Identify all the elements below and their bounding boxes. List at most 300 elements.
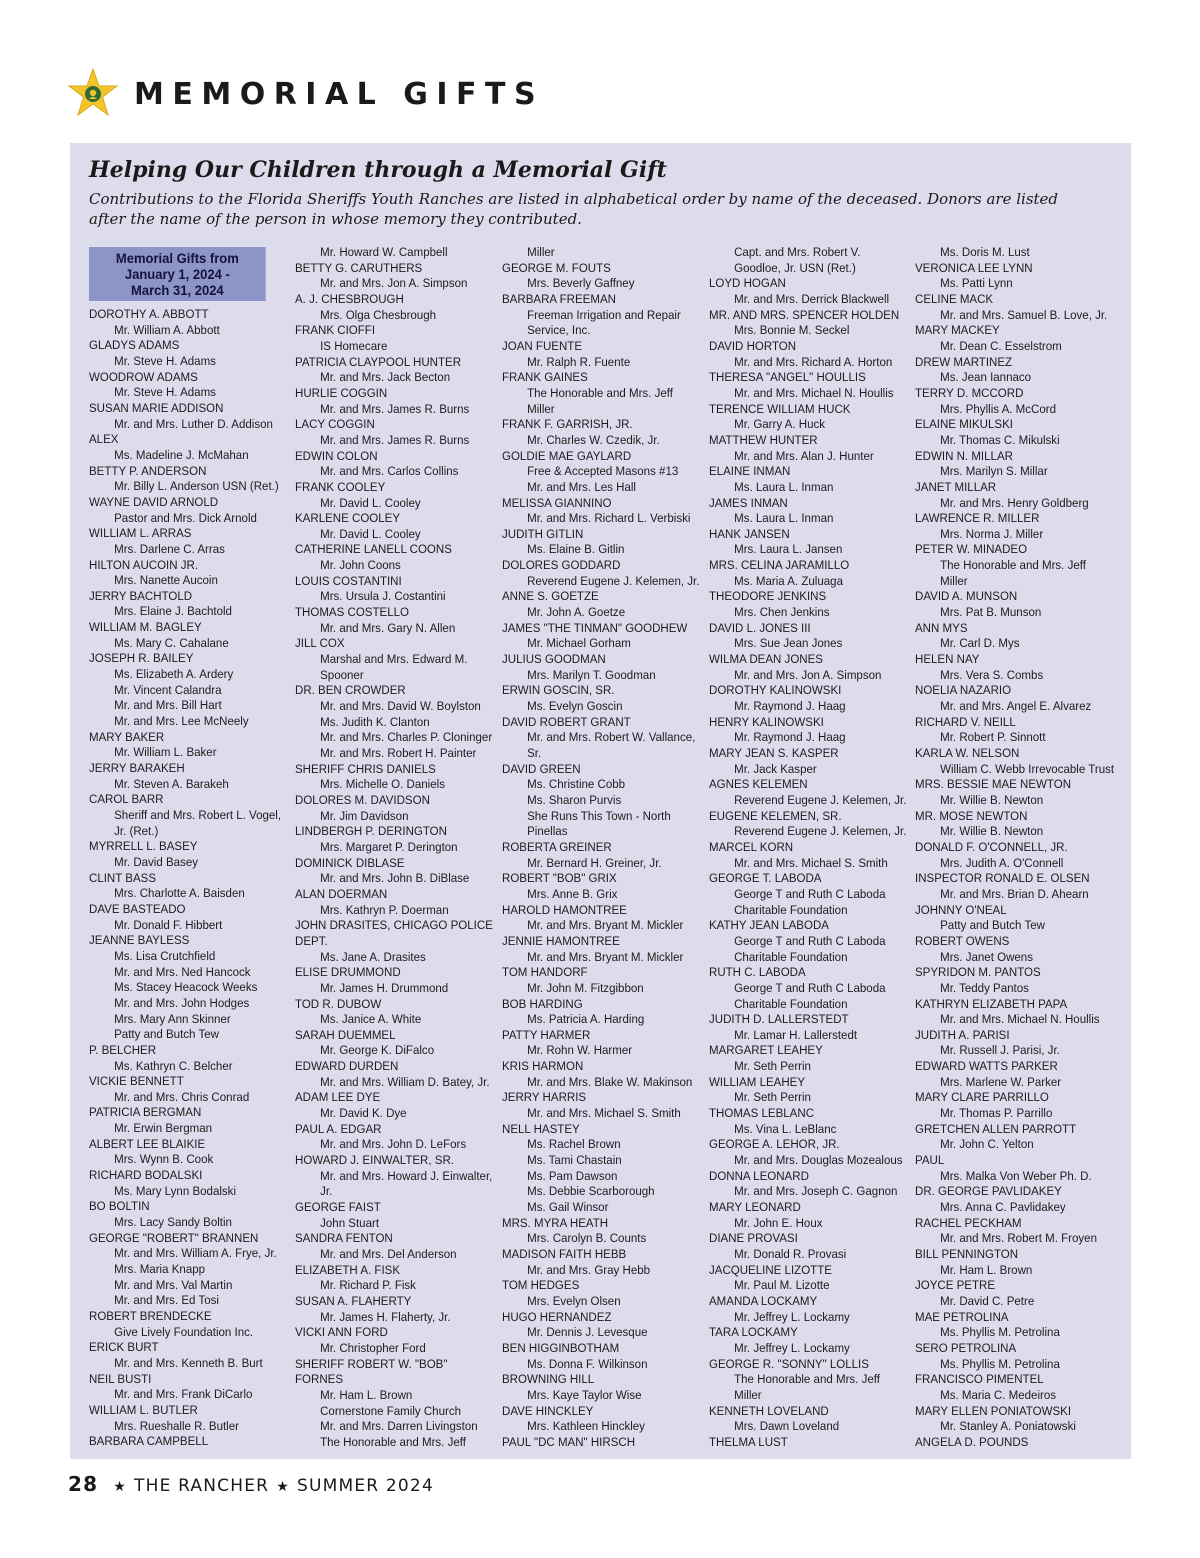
donor-name: Mrs. Anna C. Pavlidakey (940, 1200, 1066, 1215)
deceased-name: ELAINE INMAN (709, 464, 791, 479)
donor-name: Sr. (527, 746, 542, 760)
list-column-3 (502, 245, 700, 1451)
donor-name: Mr. John Coons (320, 558, 401, 573)
donor-name: Mr. and Mrs. William D. Batey, Jr. (320, 1074, 490, 1089)
deceased-name: CAROL BARR (89, 792, 164, 807)
deceased-name: GEORGE A. LEHOR, JR. (709, 1137, 840, 1152)
deceased-name: ANN MYS (915, 620, 968, 635)
donor-name: Miller (734, 1387, 762, 1402)
deceased-name: DAVID L. JONES III (709, 620, 811, 635)
deceased-name: ROBERT OWENS (915, 933, 1010, 948)
donor-name: Mr. William L. Baker (114, 745, 217, 760)
donor-name: Mr. and Mrs. John Hodges (114, 995, 250, 1010)
deceased-name: HOWARD J. EINWALTER, SR. (295, 1153, 454, 1168)
deceased-name: DAVID GREEN (502, 761, 581, 776)
donor-name: Ms. Patti Lynn (940, 276, 1013, 291)
donor-name: Ms. Maria A. Zuluaga (734, 573, 843, 588)
donor-name: Mrs. Charlotte A. Baisden (114, 886, 245, 901)
donor-name: Mrs. Olga Chesbrough (320, 307, 437, 322)
donor-name: Ms. Sharon Purvis (527, 792, 622, 807)
deceased-name: NELL HASTEY (502, 1121, 580, 1136)
donor-name: Mrs. Norma J. Miller (940, 526, 1044, 541)
deceased-name: RACHEL PECKHAM (915, 1215, 1022, 1230)
donor-name: Mr. and Mrs. Richard L. Verbiski (527, 511, 691, 526)
donor-name: Mr. and Mrs. Gary N. Allen (320, 620, 456, 635)
donor-name: Ms. Laura L. Inman (734, 479, 834, 494)
donor-name: Mrs. Rueshalle R. Butler (114, 1418, 239, 1433)
donor-name: Mr. and Mrs. Robert W. Vallance, (527, 730, 696, 745)
deceased-name: BARBARA FREEMAN (502, 291, 616, 306)
donor-name: Mr. and Mrs. Henry Goldberg (940, 495, 1089, 510)
donor-name: Mrs. Malka Von Weber Ph. D. (940, 1168, 1092, 1183)
deceased-name: SUSAN A. FLAHERTY (295, 1293, 412, 1308)
deceased-name: HUGO HERNANDEZ (502, 1309, 612, 1324)
deceased-name: ELISE DRUMMOND (295, 965, 401, 980)
deceased-name: MRS. BESSIE MAE NEWTON (915, 777, 1072, 792)
page-number: 28 (68, 1472, 99, 1496)
donor-name: Mrs. Mary Ann Skinner (114, 1011, 231, 1026)
deceased-name: WAYNE DAVID ARNOLD (89, 494, 219, 509)
donor-name: Mr. and Mrs. Luther D. Addison (114, 416, 273, 431)
deceased-name: TOM HANDORF (502, 965, 588, 980)
deceased-name: JERRY BACHTOLD (89, 588, 193, 603)
donor-name: Mr. Steven A. Barakeh (114, 776, 229, 791)
deceased-name: MRS. CELINA JARAMILLO (709, 558, 850, 573)
deceased-name: TERENCE WILLIAM HUCK (709, 401, 851, 416)
donor-name: Patty and Butch Tew (114, 1027, 219, 1042)
donor-name: Mrs. Kathryn P. Doerman (320, 902, 449, 917)
donor-name: Mr. and Mrs. Michael S. Smith (527, 1106, 681, 1121)
deceased-name: BETTY G. CARUTHERS (295, 260, 423, 275)
donor-name: Charitable Foundation (734, 902, 848, 917)
donor-name: Pastor and Mrs. Dick Arnold (114, 510, 257, 525)
deceased-name: PAUL (915, 1153, 945, 1168)
deceased-name: KARLA W. NELSON (915, 746, 1020, 760)
donor-name: Ms. Pam Dawson (527, 1168, 618, 1183)
list-column-2 (295, 245, 493, 1451)
donor-name: Mrs. Judith A. O'Connell (940, 855, 1064, 870)
deceased-name: JOSEPH R. BAILEY (89, 651, 194, 666)
deceased-name: ANNE S. GOETZE (502, 589, 599, 604)
deceased-name: BILL PENNINGTON (915, 1247, 1019, 1261)
donor-name: Mr. David L. Cooley (320, 495, 421, 510)
deceased-name: GEORGE FAIST (295, 1200, 381, 1215)
donor-name: Charitable Foundation (734, 996, 848, 1011)
deceased-name: ERICK BURT (89, 1340, 159, 1355)
deceased-name: AGNES KELEMEN (709, 777, 808, 792)
deceased-name: WILLIAM L. BUTLER (89, 1402, 198, 1417)
donor-name: Ms. Tami Chastain (527, 1153, 622, 1168)
deceased-name: ADAM LEE DYE (295, 1090, 381, 1105)
deceased-name: EDWARD WATTS PARKER (915, 1059, 1058, 1074)
deceased-name: DAVID HORTON (709, 338, 797, 353)
donor-name: Mr. Jeffrey L. Lockamy (734, 1309, 850, 1324)
deceased-name: FRANCISCO PIMENTEL (915, 1372, 1044, 1387)
donor-name: Ms. Laura L. Inman (734, 511, 834, 526)
donor-name: Mr. Donald R. Provasi (734, 1247, 847, 1261)
date-box-line: Memorial Gifts from (115, 250, 239, 266)
deceased-name: DAVE BASTEADO (89, 901, 186, 916)
deceased-name: MR. MOSE NEWTON (915, 808, 1028, 823)
deceased-name: FRANK COOLEY (295, 479, 386, 494)
donor-name: Patty and Butch Tew (940, 918, 1045, 933)
deceased-name: THERESA "ANGEL" HOULLIS (709, 370, 866, 385)
donor-name: Mr. Bernard H. Greiner, Jr. (527, 855, 662, 870)
donor-name: George T and Ruth C Laboda (734, 980, 886, 995)
donor-name: Mr. James H. Drummond (320, 980, 449, 995)
donor-name: She Runs This Town - North (527, 808, 671, 823)
donor-name: Ms. Jean Iannaco (940, 370, 1032, 385)
deceased-name: MAE PETROLINA (915, 1309, 1009, 1324)
deceased-name: DOLORES GODDARD (502, 558, 621, 573)
donor-name: Ms. Evelyn Goscin (527, 699, 623, 714)
deceased-name: ERWIN GOSCIN, SR. (502, 683, 615, 698)
donor-name: Mr. and Mrs. Brian D. Ahearn (940, 886, 1089, 901)
donor-name: Mrs. Laura L. Jansen (734, 542, 843, 557)
donor-name: Miller (527, 401, 555, 416)
donor-name: Mr. and Mrs. Michael N. Houllis (940, 1012, 1100, 1027)
deceased-name: RICHARD BODALSKI (89, 1168, 203, 1183)
donor-name: Mr. and Mrs. Bryant M. Mickler (527, 918, 684, 933)
donor-name: Mr. and Mrs. James R. Burns (320, 432, 470, 447)
donor-name: Mr. and Mrs. Les Hall (527, 479, 636, 494)
deceased-name: JANET MILLAR (915, 479, 997, 494)
donor-name: Ms. Christine Cobb (527, 777, 626, 792)
donor-name: Sheriff and Mrs. Robert L. Vogel, (114, 808, 282, 822)
deceased-name: DOMINICK DIBLASE (295, 855, 405, 870)
donor-name: Mrs. Bonnie M. Seckel (734, 323, 850, 338)
deceased-name: GEORGE M. FOUTS (502, 260, 611, 275)
deceased-name: SANDRA FENTON (295, 1231, 393, 1246)
donor-name: Mr. and Mrs. Blake W. Makinson (527, 1074, 693, 1089)
deceased-name: JULIUS GOODMAN (502, 652, 606, 667)
donor-name: Mr. and Mrs. Chris Conrad (114, 1089, 250, 1104)
donor-name: Mr. and Mrs. William A. Frye, Jr. (114, 1246, 277, 1261)
deceased-name: JEANNE BAYLESS (89, 933, 190, 948)
deceased-name: LINDBERGH P. DERINGTON (295, 824, 447, 839)
deceased-name: LACY COGGIN (295, 417, 375, 432)
deceased-name: MARCEL KORN (709, 839, 794, 854)
deceased-name: EDWIN COLON (295, 448, 378, 463)
donor-name: Mrs. Elaine J. Bachtold (114, 604, 232, 619)
donor-name: Jr. (320, 1184, 333, 1199)
donor-name: Ms. Gail Winsor (527, 1200, 609, 1215)
donor-name: Mr. and Mrs. Ned Hancock (114, 964, 251, 979)
star-separator-icon: ★ (113, 1479, 127, 1495)
deceased-name: FORNES (295, 1372, 344, 1387)
donor-name: Mr. and Mrs. Joseph C. Gagnon (734, 1184, 898, 1199)
donor-name: Mrs. Marilyn S. Millar (940, 464, 1048, 479)
donor-name: George T and Ruth C Laboda (734, 886, 886, 901)
donor-name: Mrs. Phyllis A. McCord (940, 401, 1057, 416)
deceased-name: ALEX (89, 432, 119, 447)
donor-name: Mr. Charles W. Czedik, Jr. (527, 432, 660, 447)
deceased-name: BROWNING HILL (502, 1372, 595, 1387)
deceased-name: JUDITH D. LALLERSTEDT (709, 1012, 849, 1027)
deceased-name: NEIL BUSTI (89, 1371, 152, 1386)
deceased-name: LAWRENCE R. MILLER (915, 511, 1040, 526)
deceased-name: CLINT BASS (89, 870, 157, 885)
deceased-name: AMANDA LOCKAMY (709, 1293, 818, 1308)
deceased-name: MARY JEAN S. KASPER (709, 746, 839, 760)
donor-name: Mr. Steve H. Adams (114, 385, 216, 400)
deceased-name: HELEN NAY (915, 652, 980, 667)
donor-name: Mr. and Mrs. Alan J. Hunter (734, 448, 874, 463)
deceased-name: WILLIAM LEAHEY (709, 1074, 806, 1089)
donor-name: Mr. James H. Flaherty, Jr. (320, 1309, 451, 1324)
deceased-name: HILTON AUCOIN JR. (89, 557, 199, 572)
donor-name: Ms. Maria C. Medeiros (940, 1387, 1057, 1402)
donor-name: Mrs. Pat B. Munson (940, 605, 1042, 620)
donor-name: Mr. and Mrs. Del Anderson (320, 1247, 457, 1261)
donor-name: Mr. Ham L. Brown (940, 1262, 1033, 1277)
deceased-name: MARY MACKEY (915, 323, 1000, 338)
donor-name: Mr. and Mrs. Darren Livingston (320, 1419, 478, 1434)
donor-name: IS Homecare (320, 338, 388, 353)
donor-name: Mr. and Mrs. Douglas Mozealous (734, 1153, 903, 1168)
deceased-name: RICHARD V. NEILL (915, 714, 1016, 729)
deceased-name: JUDITH GITLIN (502, 526, 584, 541)
deceased-name: THEODORE JENKINS (709, 589, 827, 604)
donor-name: Cornerstone Family Church (320, 1403, 462, 1418)
donor-name: Mr. Dean C. Esselstrom (940, 338, 1062, 353)
donor-name: Mr. and Mrs. John B. DiBlase (320, 871, 470, 886)
donor-name: The Honorable and Mrs. Jeff (734, 1372, 880, 1387)
deceased-name: ROBERT "BOB" GRIX (502, 871, 617, 886)
donor-name: Mr. Jeffrey L. Lockamy (734, 1340, 850, 1355)
donor-name: Mr. and Mrs. Jon A. Simpson (734, 667, 882, 682)
deceased-name: DR. BEN CROWDER (295, 683, 406, 698)
deceased-name: PATTY HARMER (502, 1027, 591, 1042)
donor-name: Ms. Madeline J. McMahan (114, 447, 249, 462)
deceased-name: SPYRIDON M. PANTOS (915, 965, 1041, 980)
date-box-line: March 31, 2024 (131, 282, 224, 298)
donor-name: Mr. and Mrs. Howard J. Einwalter, (320, 1168, 493, 1183)
donor-name: Free & Accepted Masons #13 (527, 464, 679, 479)
donor-name: Pinellas (527, 824, 568, 839)
donor-name: Mrs. Marlene W. Parker (940, 1074, 1062, 1089)
deceased-name: JOHNNY O'NEAL (915, 902, 1007, 917)
donor-name: Mrs. Evelyn Olsen (527, 1293, 621, 1308)
donor-name: Ms. Patricia A. Harding (527, 1012, 645, 1027)
donor-name: Mr. and Mrs. Frank DiCarlo (114, 1387, 253, 1402)
deceased-name: FRANK GAINES (502, 370, 588, 385)
deceased-name: PATRICIA CLAYPOOL HUNTER (295, 354, 462, 369)
donor-name: Mr. and Mrs. Angel E. Alvarez (940, 699, 1092, 714)
deceased-name: SARAH DUEMMEL (295, 1027, 396, 1042)
deceased-name: LOUIS COSTANTINI (295, 573, 402, 588)
deceased-name: JACQUELINE LIZOTTE (709, 1262, 832, 1277)
donor-name: George T and Ruth C Laboda (734, 933, 886, 948)
donor-name: Ms. Elizabeth A. Ardery (114, 667, 234, 682)
deceased-name: DAVID ROBERT GRANT (502, 714, 631, 729)
donor-name: Reverend Eugene J. Kelemen, Jr. (734, 792, 907, 807)
deceased-name: JUDITH A. PARISI (915, 1027, 1010, 1042)
deceased-name: JAMES "THE TINMAN" GOODHEW (502, 620, 688, 635)
panel-intro: Contributions to the Florida Sheriffs Youth Ranches are listed in alphabetical order by name of the deceased. Donors are listed after the name of the person in whose memory they contributed. (89, 190, 1059, 228)
donor-name: Mr. Billy L. Anderson USN (Ret.) (114, 479, 279, 494)
donor-name: Mr. and Mrs. Lee McNeely (114, 714, 249, 729)
donor-name: Ms. Judith K. Clanton (320, 714, 430, 729)
issue-name: SUMMER 2024 (296, 1476, 434, 1496)
deceased-name: HAROLD HAMONTREE (502, 902, 627, 917)
deceased-name: JOHN DRASITES, CHICAGO POLICE (295, 918, 493, 933)
donor-name: Ms. Vina L. LeBlanc (734, 1121, 837, 1136)
deceased-name: TARA LOCKAMY (709, 1325, 798, 1340)
donor-name: Mrs. Chen Jenkins (734, 605, 830, 620)
donor-name: Ms. Lisa Crutchfield (114, 948, 216, 963)
deceased-name: PETER W. MINADEO (915, 542, 1028, 557)
donor-name: Mr. Raymond J. Haag (734, 730, 846, 745)
donor-name: Mrs. Maria Knapp (114, 1262, 206, 1277)
list-column-4 (709, 245, 907, 1451)
deceased-name: MARY CLARE PARRILLO (915, 1090, 1049, 1105)
donor-name: Mr. and Mrs. John D. LeFors (320, 1137, 467, 1152)
deceased-name: MADISON FAITH HEBB (502, 1247, 627, 1261)
deceased-name: DR. GEORGE PAVLIDAKEY (915, 1184, 1062, 1199)
donor-name: Spooner (320, 667, 364, 682)
donor-name: Mrs. Wynn B. Cook (114, 1152, 214, 1167)
donor-name: Miller (940, 573, 968, 588)
deceased-name: MRS. MYRA HEATH (502, 1215, 609, 1230)
deceased-name: GLADYS ADAMS (89, 338, 180, 353)
donor-name: The Honorable and Mrs. Jeff (940, 558, 1086, 573)
donor-name: Ms. Mary C. Cahalane (114, 635, 229, 650)
donor-name: Mrs. Margaret P. Derington (320, 839, 458, 854)
donor-name: Mr. Carl D. Mys (940, 636, 1020, 651)
donor-name: Mrs. Marilyn T. Goodman (527, 667, 656, 682)
donor-name: Mr. and Mrs. Bryant M. Mickler (527, 949, 684, 964)
deceased-name: JENNIE HAMONTREE (502, 933, 620, 948)
donor-name: Mr. David C. Petre (940, 1293, 1035, 1308)
deceased-name: JILL COX (295, 636, 345, 651)
deceased-name: MATTHEW HUNTER (709, 432, 818, 447)
donor-name: Mr. Howard W. Campbell (320, 245, 448, 259)
deceased-name: DAVID A. MUNSON (915, 589, 1018, 604)
deceased-name: DAVE HINCKLEY (502, 1403, 594, 1418)
donor-name: Marshal and Mrs. Edward M. (320, 652, 468, 667)
deceased-name: CATHERINE LANELL COONS (295, 542, 452, 557)
deceased-name: WOODROW ADAMS (89, 369, 198, 384)
deceased-name: KATHRYN ELIZABETH PAPA (915, 996, 1068, 1011)
donor-name: Mr. and Mrs. Richard A. Horton (734, 354, 893, 369)
donor-name: Mr. John C. Yelton (940, 1137, 1034, 1152)
deceased-name: SHERIFF ROBERT W. "BOB" (295, 1356, 448, 1371)
donor-name: Charitable Foundation (734, 949, 848, 964)
donor-name: Mr. Thomas C. Mikulski (940, 432, 1060, 447)
deceased-name: ELIZABETH A. FISK (295, 1262, 401, 1277)
deceased-name: KENNETH LOVELAND (709, 1403, 829, 1418)
deceased-name: EDWIN N. MILLAR (915, 448, 1013, 463)
donor-name: Mrs. Beverly Gaffney (527, 276, 635, 291)
date-range-box (89, 247, 266, 301)
donor-name: Mrs. Nanette Aucoin (114, 573, 218, 588)
deceased-name: JOYCE PETRE (915, 1278, 996, 1293)
donor-name: Mr. Willie B. Newton (940, 824, 1044, 839)
deceased-name: BARBARA CAMPBELL (89, 1434, 209, 1449)
deceased-name: ROBERT BRENDECKE (89, 1309, 212, 1323)
donor-name: Ms. Doris M. Lust (940, 245, 1030, 259)
deceased-name: GEORGE "ROBERT" BRANNEN (89, 1230, 259, 1245)
deceased-name: KRIS HARMON (502, 1059, 584, 1074)
donor-name: Mr. Lamar H. Lallerstedt (734, 1027, 858, 1042)
donor-name: Mrs. Anne B. Grix (527, 886, 618, 901)
donor-name: Mr. and Mrs. Derrick Blackwell (734, 291, 890, 306)
donor-name: Mr. Thomas P. Parrillo (940, 1106, 1053, 1121)
donor-name: Ms. Stacey Heacock Weeks (114, 980, 258, 995)
deceased-name: P. BELCHER (89, 1042, 157, 1057)
deceased-name: THOMAS LEBLANC (709, 1106, 815, 1121)
donor-name: The Honorable and Mrs. Jeff (527, 385, 673, 400)
donor-name: Mr. and Mrs. Samuel B. Love, Jr. (940, 307, 1108, 322)
deceased-name: SHERIFF CHRIS DANIELS (295, 761, 436, 776)
donor-name: Mrs. Lacy Sandy Boltin (114, 1215, 232, 1230)
deceased-name: TOD R. DUBOW (295, 996, 382, 1011)
deceased-name: ELAINE MIKULSKI (915, 417, 1013, 432)
deceased-name: DOROTHY A. ABBOTT (89, 307, 209, 321)
deceased-name: BO BOLTIN (89, 1199, 150, 1214)
donor-name: Mr. Christopher Ford (320, 1340, 426, 1355)
deceased-name: BETTY P. ANDERSON (89, 463, 207, 478)
donor-name: Mrs. Carolyn B. Counts (527, 1231, 647, 1246)
deceased-name: LOYD HOGAN (709, 276, 786, 291)
donor-name: Ms. Debbie Scarborough (527, 1184, 655, 1199)
deceased-name: JOAN FUENTE (502, 338, 583, 353)
deceased-name: MARY BAKER (89, 729, 165, 744)
donor-name: Mr. and Mrs. Jon A. Simpson (320, 276, 468, 291)
deceased-name: GEORGE T. LABODA (709, 871, 822, 886)
deceased-name: MARY ELLEN PONIATOWSKI (915, 1403, 1072, 1418)
donor-name: Mr. Robert P. Sinnott (940, 730, 1046, 745)
donor-name: Mr. and Mrs. Michael N. Houllis (734, 385, 894, 400)
date-box-line: January 1, 2024 - (124, 266, 230, 282)
deceased-name: BEN HIGGINBOTHAM (502, 1340, 620, 1355)
donor-name: Mr. and Mrs. Val Martin (114, 1277, 233, 1292)
donor-name: Mr. Richard P. Fisk (320, 1278, 416, 1293)
deceased-name: INSPECTOR RONALD E. OLSEN (915, 871, 1090, 886)
donor-name: Mr. Willie B. Newton (940, 792, 1044, 807)
donor-name: Mr. Michael Gorham (527, 636, 631, 651)
donor-name: Mrs. Vera S. Combs (940, 667, 1044, 682)
donor-name: Mr. Ham L. Brown (320, 1387, 413, 1402)
deceased-name: SERO PETROLINA (915, 1340, 1017, 1355)
donor-name: Mr. George K. DiFalco (320, 1043, 435, 1058)
deceased-name: VICKIE BENNETT (89, 1074, 184, 1089)
donor-name: Mrs. Janet Owens (940, 949, 1033, 964)
deceased-name: A. J. CHESBROUGH (295, 291, 404, 306)
page-header (66, 66, 544, 122)
deceased-name: GRETCHEN ALLEN PARROTT (915, 1121, 1077, 1136)
donor-name: Mrs. Dawn Loveland (734, 1419, 840, 1434)
list-column-5 (915, 245, 1115, 1451)
deceased-name: WILLIAM M. BAGLEY (89, 620, 202, 635)
donor-name: Ms. Janice A. White (320, 1012, 422, 1027)
deceased-name: KATHY JEAN LABODA (709, 918, 829, 933)
donor-name: Mr. Paul M. Lizotte (734, 1278, 830, 1293)
deceased-name: TERRY D. MCCORD (915, 385, 1024, 400)
page-footer (68, 1472, 434, 1496)
deceased-name: CELINE MACK (915, 291, 994, 306)
deceased-name: JERRY HARRIS (502, 1090, 587, 1105)
deceased-name: PATRICIA BERGMAN (89, 1105, 202, 1120)
donor-name: Mrs. Ursula J. Costantini (320, 589, 446, 604)
deceased-name: VICKI ANN FORD (295, 1325, 388, 1340)
donor-name: Mrs. Darlene C. Arras (114, 541, 225, 556)
star-badge-icon (66, 67, 120, 121)
deceased-name: MYRRELL L. BASEY (89, 839, 198, 854)
donor-name: Mr. and Mrs. Charles P. Cloninger (320, 730, 493, 745)
deceased-name: ANGELA D. POUNDS (915, 1434, 1029, 1449)
